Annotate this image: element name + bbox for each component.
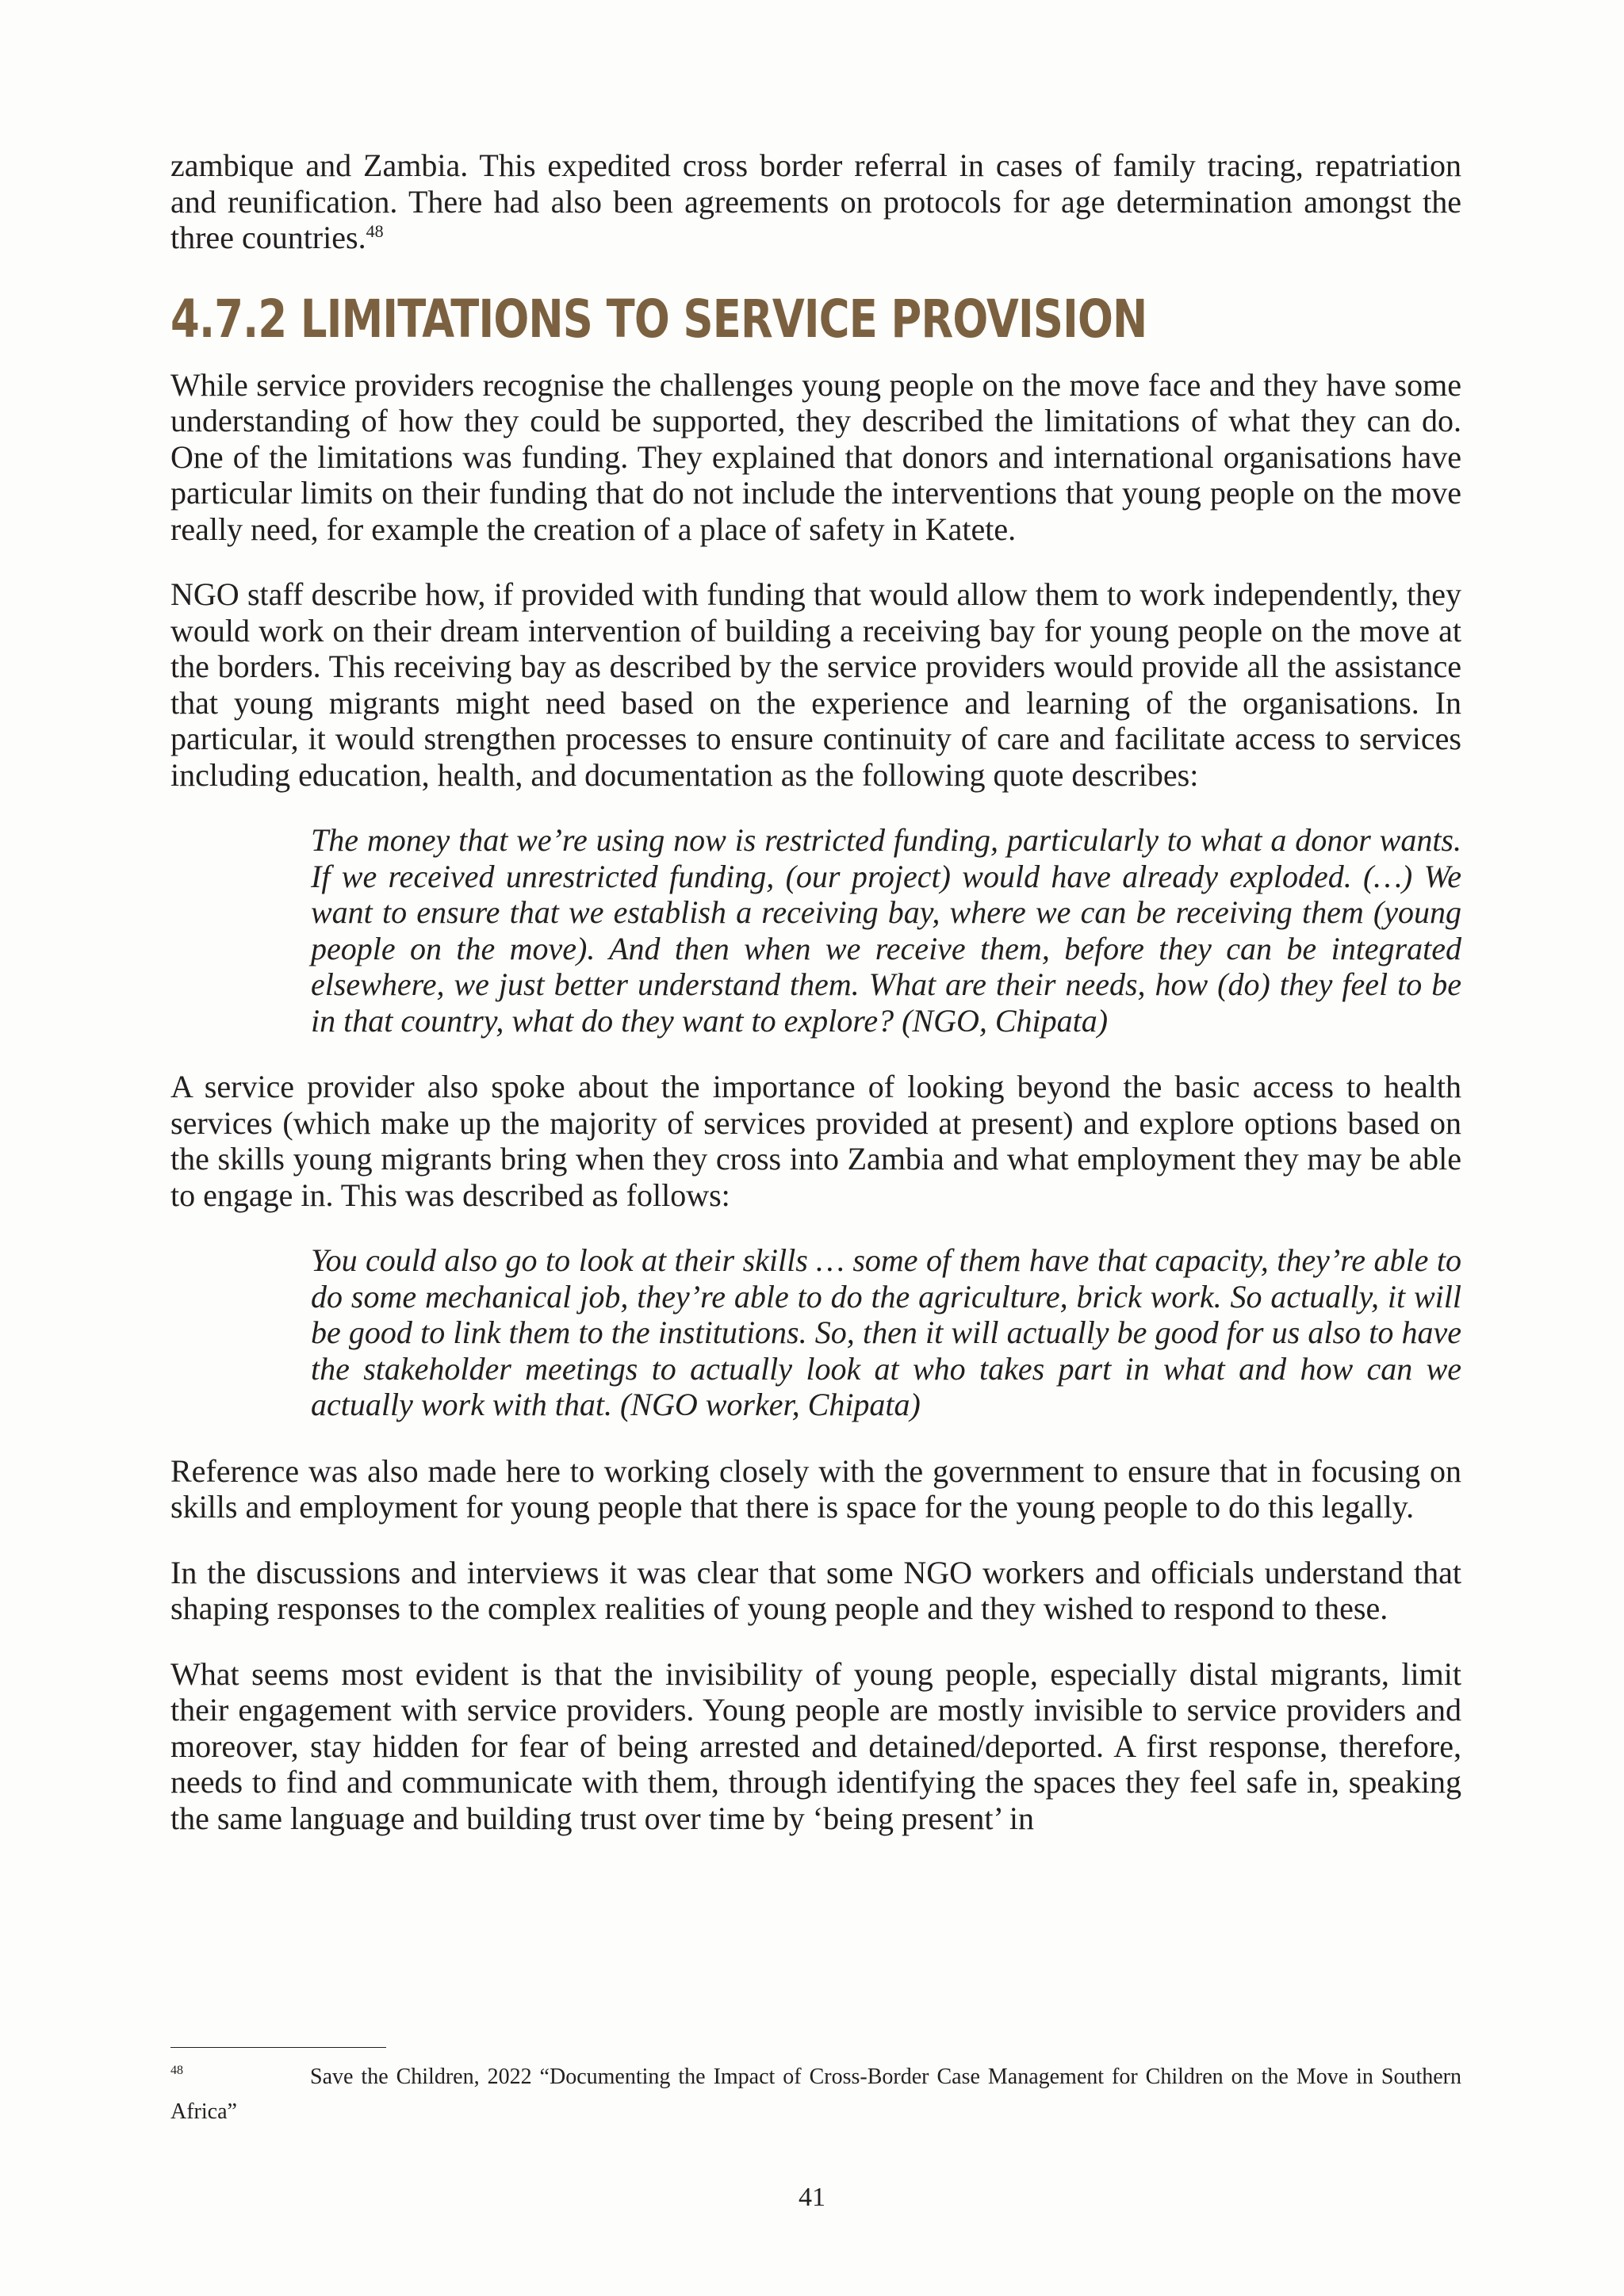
paragraph-funding-limitations: While service providers recognise the challenges young people on the move face and they have some understanding of how they could be supported, they described the limitations of what they can do. One of the limitations was funding. They explained that donors and international organisations have particular limits on their funding that do not include the interventions that young people on the move really need, for example the creation of a place of safety in Katete. — [170, 366, 1461, 547]
footnote-divider — [170, 2047, 386, 2048]
intro-paragraph-text: zambique and Zambia. This expedited cross border referral in cases of family tracing, repatriation and reunification. There had also been agreements on protocols for age determination amongst the three countries. — [170, 147, 1461, 255]
paragraph-skills-options: A service provider also spoke about the importance of looking beyond the basic access to health services (which make up the majority of services provided at present) and explore options based on the skills young migrants bring when they cross into Zambia and what employment they may be able to engage in. This was described as follows: — [170, 1069, 1461, 1213]
page-body — [170, 147, 1461, 1866]
footnote: 48 Save the Children, 2022 “Documenting the Impact of Cross-Border Case Management for Children on the Move in Southern Africa” — [170, 2064, 1461, 2124]
paragraph-government-collaboration: Reference was also made here to working closely with the government to ensure that in focusing on skills and employment for young people that there is space for the young people to do this legally. — [170, 1452, 1461, 1525]
paragraph-discussions: In the discussions and interviews it was clear that some NGO workers and officials understand that shaping responses to the complex realities of young people and they wished to respond to these. — [170, 1554, 1461, 1626]
paragraph-invisibility: What seems most evident is that the invisibility of young people, especially distal migrants, limit their engagement with service providers. Young people are mostly invisible to service providers and moreover, stay hidden for fear of being arrested and detained/deported. A first response, therefore, needs to find and communicate with them, through identifying the spaces they feel safe in, speaking the same language and building trust over time by ‘being present’ in — [170, 1655, 1461, 1836]
page-number: 41 — [799, 2183, 825, 2212]
block-quote-ngo-chipata: The money that we’re using now is restricted funding, particularly to what a donor wants. If we received unrestricted funding, (our project) would have already exploded. (…) We want to ensure that we establish a receiving bay, where we can be receiving them (young people on the move). And then when we receive them, before they can be integrated elsewhere, we just better understand them. What are their needs, how (do) they feel to be in that country, what do they want to explore? (NGO, Chipata) — [311, 822, 1461, 1039]
block-quote-ngo-worker-chipata: You could also go to look at their skills … some of them have that capacity, they’re able to do some mechanical job, they’re able to do the agriculture, brick work. So actually, it will be good to link them to the institutions. So, then it will actually be good for us also to have the stakeholder meetings to actually look at who takes part in what and how can we actually work with that. (NGO worker, Chipata) — [311, 1242, 1461, 1422]
footnote-text: Save the Children, 2022 “Documenting the Impact of Cross-Border Case Management for Children on the Move in Southern Africa” — [170, 2064, 1461, 2124]
footnote-reference[interactable]: 48 — [366, 221, 384, 241]
paragraph-receiving-bay: NGO staff describe how, if provided with funding that would allow them to work independently, they would work on their dream intervention of building a receiving bay for young people on the move at the borders. This receiving bay as described by the service providers would provide all the assistance that young migrants might need based on the experience and learning of the organisations. In particular, it would strengthen processes to ensure continuity of care and facilitate access to services including education, health, and documentation as the following quote describes: — [170, 576, 1461, 793]
section-heading: 4.7.2 LIMITATIONS TO SERVICE PROVISION — [170, 288, 1147, 350]
intro-paragraph — [170, 147, 1461, 256]
